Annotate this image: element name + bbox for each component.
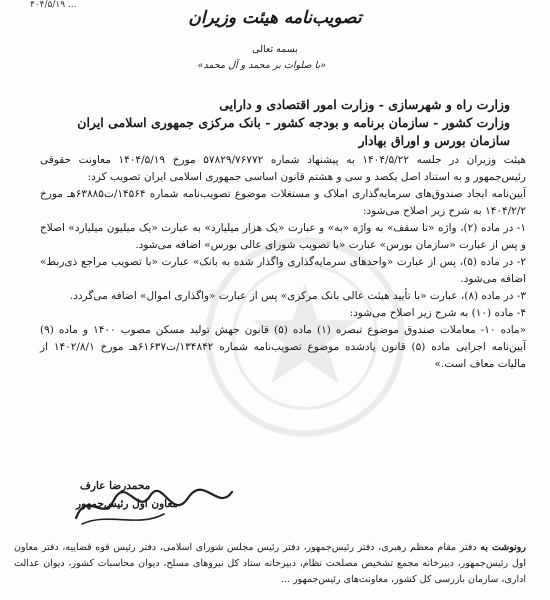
document-number: ۴۰۴/۵/۱۹ ... xyxy=(30,0,77,10)
basmala: بسمه تعالی xyxy=(252,44,298,55)
recipient-line: سازمان بورس و اوراق بهادار xyxy=(358,133,510,148)
signer-title: معاون اول رئیس‌جمهور xyxy=(76,498,179,510)
copy-to-text: دفتر مقام معظم رهبری، دفتر رئیس‌جمهور، دفتر رئیس مجلس شورای اسلامی، دفتر رئیس قوه قضاییه، دفتر معاون اول رئیس‌جمهور، دبیرخانه مجمع تشخیص مصلحت نظام، دبیرخانه ستاد کل نیروهای مسلح، دیوان محاسبات کشور، دیوان عدالت اداری، سازمان بازرسی کل کشور، معاونت‌های رئیس‌جمهور ... xyxy=(14,542,526,585)
signer-name: محمدرضا عارف xyxy=(80,480,151,492)
decree-item-3: ۳- در ماده (۸)، عبارت «با تأیید هیئت عالی بانک مرکزی» پس از عبارت «واگذاری اموال» اضافه می‌گردد. xyxy=(69,290,526,302)
salawat: «با صلوات بر محمد و آل محمد» xyxy=(197,60,326,71)
decree-item-4: ۴- ماده (۱۰) به شرح زیر اصلاح می‌شود: xyxy=(349,307,526,319)
recipients-block xyxy=(77,96,510,150)
copy-to-block xyxy=(14,540,526,588)
document-title: تصویب‌نامه هیئت وزیران xyxy=(188,8,362,28)
decree-lead: آیین‌نامه ایجاد صندوق‌های سرمایه‌گذاری املاک و مستغلات موضوع تصویب‌نامه شماره ۱۴۵۶۴/ت۶۳۸۸۵هـ مورخ ۱۴۰۴/۲/۲ به شرح زیر اصلاح می‌شود: xyxy=(40,188,526,217)
decree-item-2: ۲- در ماده (۵)، پس از عبارت «واحدهای سرمایه‌گذاری واگذار شده به بانک» عبارت «با تصویب مراجع ذی‌ربط» اضافه می‌شود. xyxy=(40,256,526,285)
recipient-line: وزارت راه و شهرسازی - وزارت امور اقتصادی و دارایی xyxy=(219,97,510,112)
decree-item-4-text: «ماده ۱۰- معاملات صندوق موضوع تبصره (۱) ماده (۵) قانون جهش تولید مسکن مصوب ۱۴۰۰ و ماده (۹) آیین‌نامه اجرایی ماده (۵) قانون یادشده موضوع تصویب‌نامه شماره ۱۳۴۸۴۲/ت۶۱۶۳۷هـ مورخ ۱۴۰۲/۸/۱ از مالیات معاف است.» xyxy=(40,324,527,370)
decree-intro: هیئت وزیران در جلسه ۱۴۰۴/۵/۲۲ به پیشنهاد شماره ۵۷۸۲۹/۷۶۷۷۲ مورخ ۱۴۰۴/۵/۱۹ معاونت حقوقی رئیس‌جمهور و به استناد اصل یکصد و سی و هشتم قانون اساسی جمهوری اسلامی ایران تصویب کرد: xyxy=(40,154,526,183)
copy-to-lead: رونوشت به xyxy=(480,542,526,553)
decree-item-1: ۱- در ماده (۲)، واژه «تا سقف» به واژه «به» و عبارت «یک هزار میلیارد» به عبارت «یک میلیون میلیارد» اصلاح و پس از عبارت «سازمان بورس» عبارت «با تصویب شورای عالی بورس» اضافه می‌شود. xyxy=(40,222,527,251)
recipient-line: وزارت کشور - سازمان برنامه و بودجه کشور - بانک مرکزی جمهوری اسلامی ایران xyxy=(77,115,510,130)
decree-body xyxy=(40,152,526,373)
